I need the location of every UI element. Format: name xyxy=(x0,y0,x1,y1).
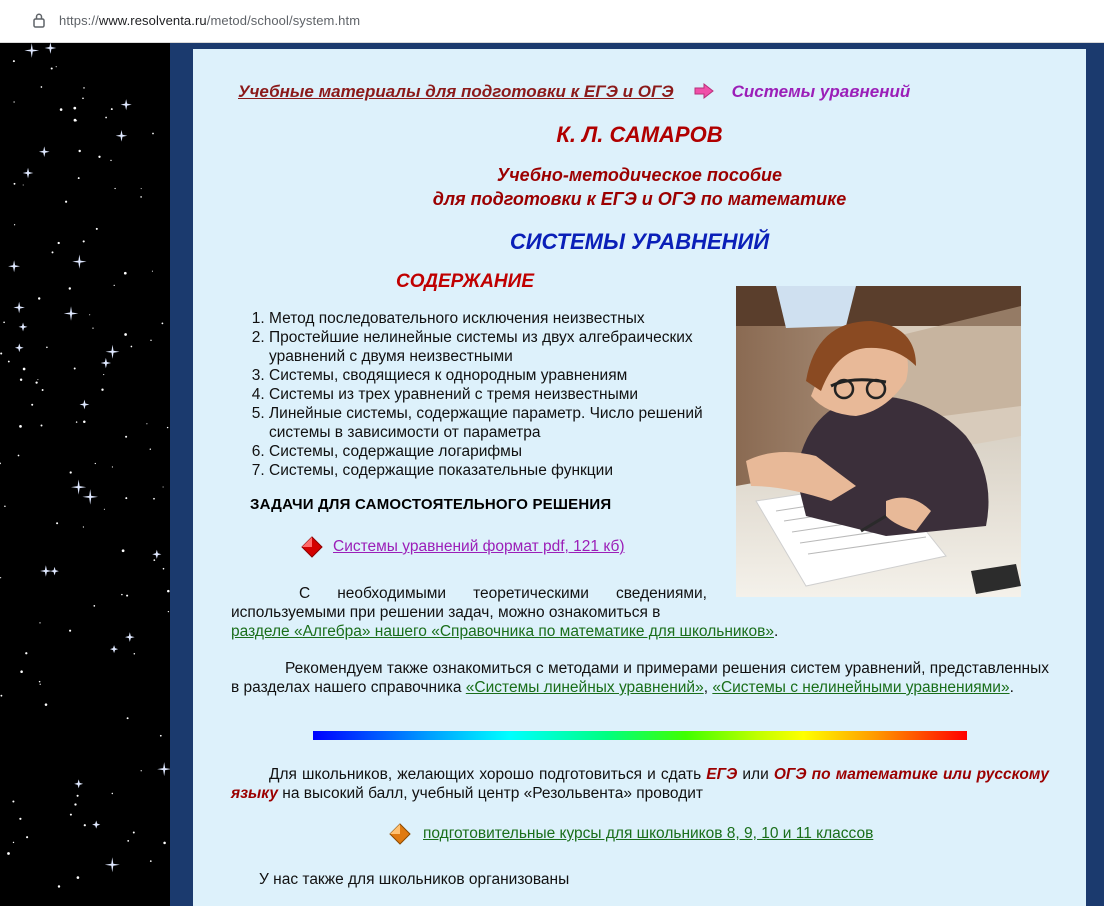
star xyxy=(89,314,90,315)
theory-link-line xyxy=(231,622,851,641)
toc-item[interactable] xyxy=(269,366,714,385)
star xyxy=(0,352,2,354)
star xyxy=(163,842,166,845)
separator: , xyxy=(703,679,713,696)
star xyxy=(41,425,43,427)
star xyxy=(35,381,37,383)
toc-item-label[interactable]: Системы, сводящиеся к однородным уравнениям xyxy=(269,367,628,384)
sparkle-star xyxy=(110,645,118,653)
star xyxy=(153,559,155,561)
page-title: СИСТЕМЫ УРАВНЕНИЙ xyxy=(509,229,770,254)
theory-text: С необходимыми теоретическими сведениями, используемыми при решении задач, можно ознакомиться в xyxy=(231,585,707,621)
star xyxy=(52,251,54,253)
star xyxy=(134,653,136,655)
period: . xyxy=(1009,679,1014,696)
star xyxy=(51,67,53,69)
star xyxy=(133,832,135,834)
algebra-reference-link[interactable]: разделе «Алгебра» нашего «Справочника по математике для школьников» xyxy=(231,623,774,640)
sparkle-star xyxy=(74,779,83,788)
star xyxy=(152,133,154,135)
star xyxy=(41,86,43,88)
starfield-background xyxy=(0,43,170,906)
linear-systems-link[interactable]: «Системы линейных уравнений» xyxy=(465,679,704,696)
sparkle-star xyxy=(101,358,111,368)
star xyxy=(131,346,133,348)
pdf-download-row xyxy=(301,536,625,558)
star xyxy=(13,101,14,102)
star xyxy=(58,242,60,244)
toc-item-label[interactable]: Системы, содержащие показательные функции xyxy=(269,462,613,479)
toc-item[interactable] xyxy=(269,309,714,328)
star xyxy=(37,379,38,380)
star xyxy=(20,379,22,381)
star xyxy=(125,497,127,499)
arrow-right-icon xyxy=(694,83,714,99)
star xyxy=(112,466,113,467)
orange-diamond-icon xyxy=(389,823,411,845)
star xyxy=(70,471,72,473)
sparkle-star xyxy=(82,489,98,505)
star xyxy=(0,695,2,697)
star xyxy=(38,297,40,299)
sparkle-star xyxy=(92,821,100,829)
toc-heading: СОДЕРЖАНИЕ xyxy=(396,271,534,292)
star xyxy=(82,97,84,99)
star xyxy=(78,150,80,152)
star xyxy=(74,119,77,122)
star xyxy=(160,735,162,737)
toc-list xyxy=(243,309,714,480)
star xyxy=(26,836,28,838)
star xyxy=(162,323,164,325)
star xyxy=(19,818,21,820)
sparkle-star xyxy=(152,550,161,559)
recommend-paragraph xyxy=(231,659,1049,697)
sparkle-star xyxy=(8,260,20,272)
star xyxy=(83,526,84,527)
star xyxy=(56,66,57,67)
star xyxy=(4,506,6,508)
star xyxy=(42,389,44,391)
sparkle-star xyxy=(157,762,170,776)
toc-item[interactable] xyxy=(269,385,714,404)
theory-paragraph xyxy=(231,584,707,622)
star xyxy=(69,287,71,289)
courses-text: Для школьников, желающих хорошо подготовиться и сдать xyxy=(269,766,707,783)
star xyxy=(3,321,5,323)
sparkle-star xyxy=(106,345,120,359)
also-paragraph: У нас также для школьников организованы xyxy=(259,871,570,888)
star xyxy=(125,436,127,438)
star xyxy=(124,333,127,336)
star xyxy=(146,423,147,424)
star xyxy=(13,60,15,62)
star xyxy=(23,368,26,371)
pdf-download-link[interactable]: Системы уравнений формат pdf, 121 кб) xyxy=(333,538,625,555)
star xyxy=(65,201,67,203)
star xyxy=(168,611,169,612)
breadcrumb-link-materials[interactable]: Учебные материалы для подготовки к ЕГЭ и ОГЭ xyxy=(238,82,674,101)
star xyxy=(126,595,128,597)
star xyxy=(114,285,115,286)
breadcrumb xyxy=(238,82,910,102)
star xyxy=(0,462,1,464)
star xyxy=(141,188,142,189)
nonlinear-systems-link[interactable]: «Системы с нелинейными уравнениями» xyxy=(712,679,1010,696)
sparkle-star xyxy=(24,43,39,58)
star xyxy=(114,188,115,189)
toc-item-label[interactable]: Системы из трех уравнений с тремя неизвестными xyxy=(269,386,639,403)
star xyxy=(46,347,48,349)
ege-emphasis: ЕГЭ xyxy=(706,766,738,783)
or-text: или xyxy=(737,766,774,783)
star xyxy=(163,486,164,487)
star xyxy=(45,703,48,706)
sparkle-star xyxy=(13,302,24,313)
sparkle-star xyxy=(72,255,86,269)
star xyxy=(110,160,111,161)
subtitle-line-1: Учебно-методическое пособие xyxy=(496,165,783,185)
student-photo xyxy=(736,286,1021,597)
courses-paragraph xyxy=(231,765,1049,803)
recommend-text: Рекомендуем также ознакомиться с методами и примерами решения систем уравнений, представленных в разделах нашего справочника xyxy=(231,660,1049,696)
star xyxy=(83,240,85,242)
sparkle-star xyxy=(23,168,34,179)
star xyxy=(150,860,152,862)
star xyxy=(98,156,100,158)
lock-icon xyxy=(32,12,46,28)
web-page xyxy=(0,43,1104,906)
sparkle-star xyxy=(71,480,86,495)
star xyxy=(8,361,10,363)
url-domain: www.resolventa.ru xyxy=(98,13,207,28)
star xyxy=(163,568,165,570)
author-name: К. Л. САМАРОВ xyxy=(556,122,723,147)
sparkle-star xyxy=(45,43,57,54)
star xyxy=(95,463,96,464)
star xyxy=(103,374,104,375)
star xyxy=(74,368,76,370)
star xyxy=(39,622,40,623)
star xyxy=(92,327,93,328)
url-protocol: https:// xyxy=(59,13,99,28)
courses-text-end: на высокий балл, учебный центр «Резольвента» проводит xyxy=(277,785,704,802)
star xyxy=(121,594,122,595)
star xyxy=(127,717,129,719)
star xyxy=(74,803,76,805)
toc-item-label[interactable]: Простейшие нелинейные системы из двух алгебраических уравнений с двумя неизвестными xyxy=(269,329,693,365)
star xyxy=(140,196,142,198)
oge-emphasis: ОГЭ по математике или русскому языку xyxy=(231,766,1049,802)
star xyxy=(152,271,153,272)
content-panel xyxy=(193,49,1086,906)
sparkle-star xyxy=(64,306,79,321)
star xyxy=(96,228,98,230)
star xyxy=(13,842,14,843)
star xyxy=(150,340,151,341)
sparkle-star xyxy=(39,146,50,157)
toc-item[interactable] xyxy=(269,461,714,480)
star xyxy=(93,605,95,607)
star xyxy=(39,681,41,683)
sparkle-star xyxy=(121,99,132,110)
star xyxy=(153,498,155,500)
subtitle-line-2: для подготовки к ЕГЭ и ОГЭ по математике xyxy=(432,189,847,209)
star xyxy=(167,427,168,428)
sparkle-star xyxy=(19,322,28,331)
star xyxy=(76,421,77,422)
star xyxy=(124,272,127,275)
star xyxy=(104,509,105,510)
sparkle-star xyxy=(105,857,120,872)
star xyxy=(7,852,10,855)
star xyxy=(112,793,113,794)
sparkle-star xyxy=(116,130,128,142)
star xyxy=(141,770,142,771)
star xyxy=(101,389,103,391)
red-diamond-icon xyxy=(301,536,323,558)
address-bar[interactable] xyxy=(0,0,1104,43)
star xyxy=(111,108,113,110)
star xyxy=(56,522,58,524)
sparkle-star xyxy=(80,400,90,410)
star xyxy=(83,87,85,89)
star xyxy=(83,420,86,423)
star xyxy=(31,404,33,406)
tasks-heading: ЗАДАЧИ ДЛЯ САМОСТОЯТЕЛЬНОГО РЕШЕНИЯ xyxy=(250,496,612,513)
toc-item[interactable] xyxy=(269,404,714,442)
star xyxy=(70,814,72,816)
star xyxy=(77,876,80,879)
toc-item-label[interactable]: Системы, содержащие логарифмы xyxy=(269,443,522,460)
star xyxy=(69,630,71,632)
star xyxy=(25,652,27,654)
toc-item[interactable] xyxy=(269,442,714,461)
star xyxy=(20,670,23,673)
star xyxy=(19,425,22,428)
star xyxy=(105,117,107,119)
star xyxy=(77,795,79,797)
star xyxy=(167,590,170,593)
star xyxy=(23,185,24,186)
courses-link[interactable]: подготовительные курсы для школьников 8, 9, 10 и 11 классов xyxy=(423,825,874,842)
star xyxy=(14,183,16,185)
star xyxy=(12,800,14,802)
sparkle-star xyxy=(50,567,59,576)
subtitle xyxy=(193,163,1086,211)
toc-item-label[interactable]: Метод последовательного исключения неизвестных xyxy=(269,310,645,327)
period: . xyxy=(773,623,779,640)
breadcrumb-current: Системы уравнений xyxy=(731,82,911,101)
star xyxy=(60,108,63,111)
url-path: /metod/school/system.htm xyxy=(206,13,361,28)
sparkle-star xyxy=(40,565,51,576)
rainbow-divider xyxy=(313,731,967,740)
star xyxy=(84,824,86,826)
star xyxy=(40,684,41,685)
toc-item[interactable] xyxy=(269,328,714,366)
star xyxy=(122,549,125,552)
sparkle-star xyxy=(15,343,24,352)
star xyxy=(78,177,80,179)
courses-link-row xyxy=(389,823,873,845)
star xyxy=(18,455,20,457)
star xyxy=(58,885,60,887)
toc-item-label[interactable]: Линейные системы, содержащие параметр. Число решений системы в зависимости от параметра xyxy=(269,405,703,441)
star xyxy=(127,840,129,842)
star xyxy=(0,577,1,578)
star xyxy=(14,224,15,225)
star xyxy=(150,448,151,449)
star xyxy=(73,107,76,110)
url-text[interactable] xyxy=(59,13,360,28)
sparkle-star xyxy=(125,632,135,642)
